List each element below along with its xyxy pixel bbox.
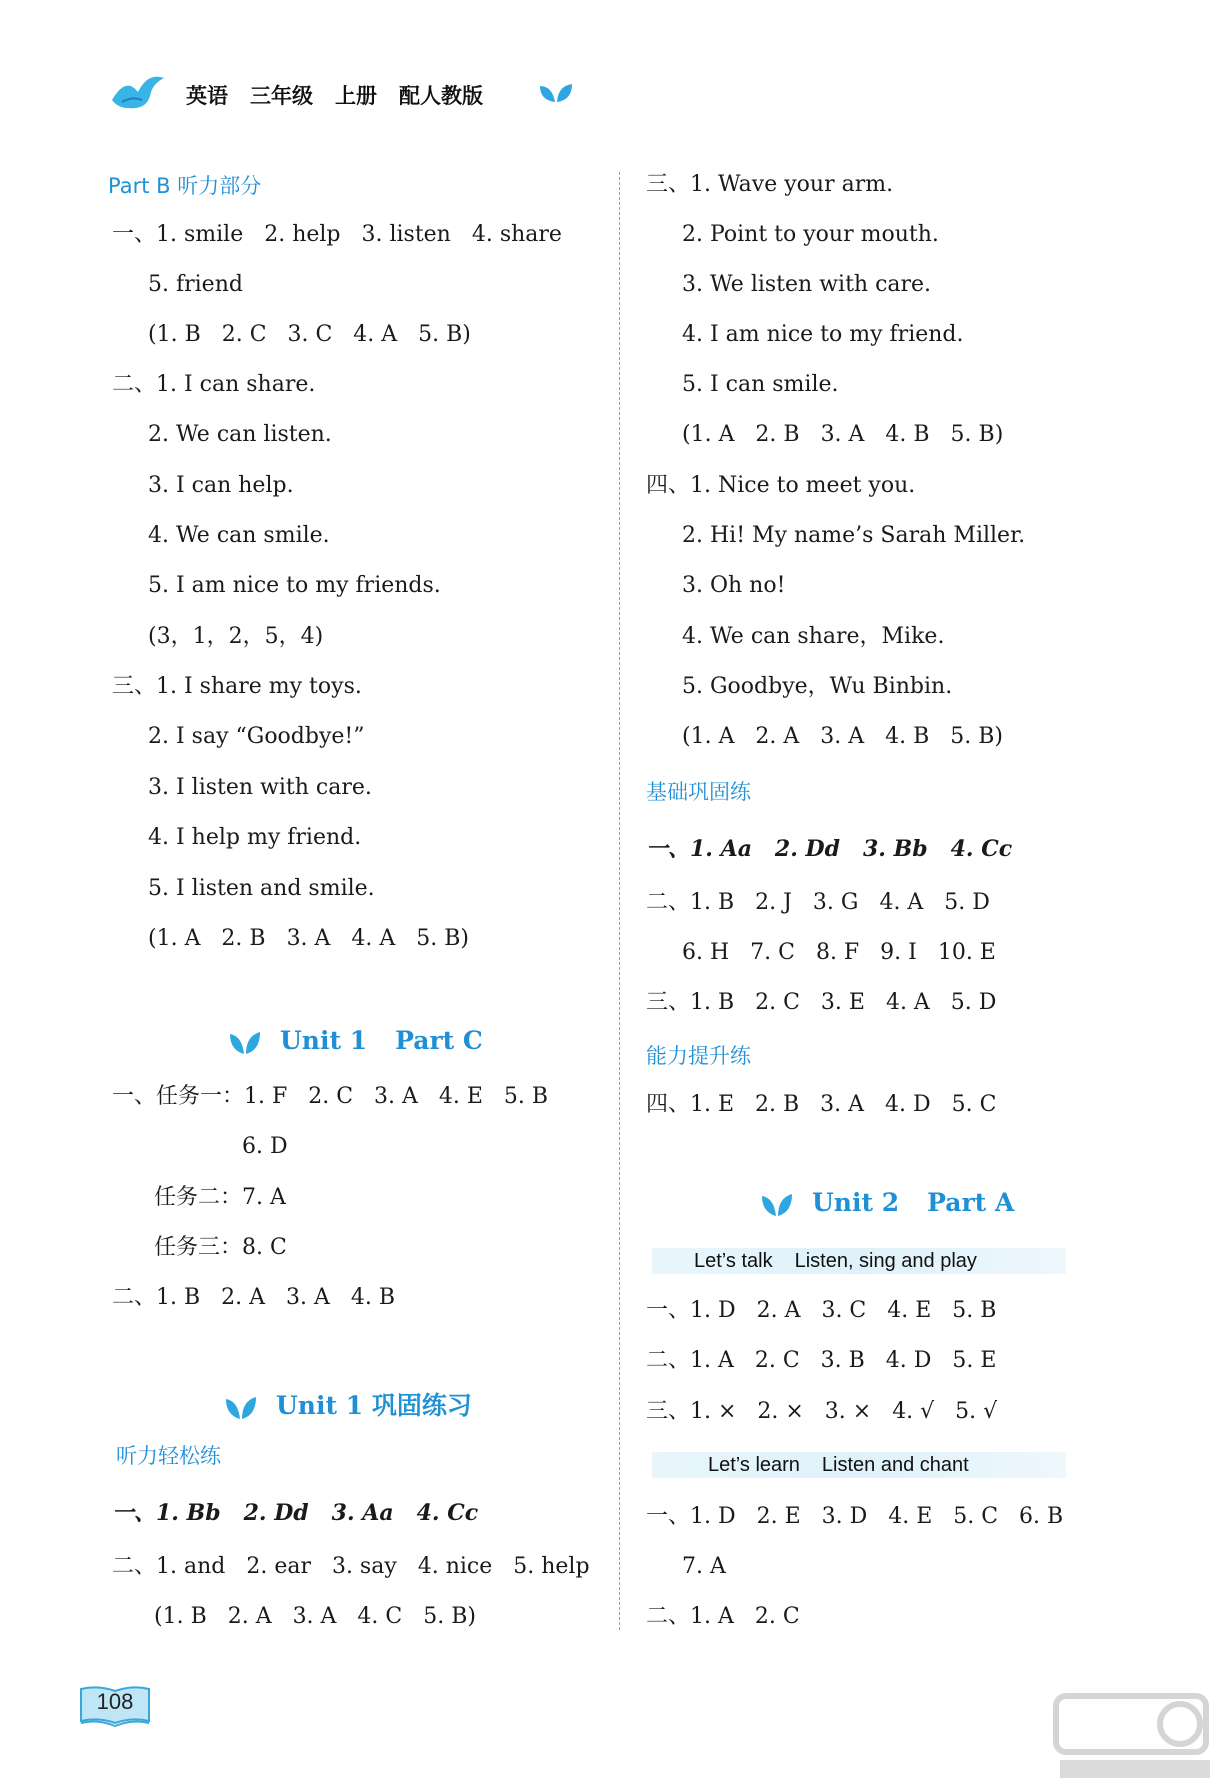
answer-line: 四、1. Nice to meet you. [646,473,916,498]
leaf-icon [224,1395,258,1421]
answer-line: 一、1. smile 2. help 3. listen 4. share [112,222,562,247]
answer-line: 三、1. B 2. C 3. E 4. A 5. D [646,990,997,1015]
unit-label: Unit 1 [280,1026,368,1055]
part-label: Part C [395,1026,483,1055]
answer-line: 一、1. Aa 2. Dd 3. Bb 4. Cc [646,836,1013,862]
band-label: Let’s talk [694,1250,773,1272]
answer-line: (1. A 2. A 3. A 4. B 5. B) [682,724,1003,749]
answer-line: 7. A [682,1554,726,1579]
answer-line: (1. B 2. A 3. A 4. C 5. B) [154,1604,476,1629]
header-title [186,80,505,110]
answer-line: 5. I am nice to my friends. [148,573,441,598]
ability-practice-title: 能力提升练 [646,1044,751,1068]
answer-line: 3. We listen with care. [682,272,932,297]
answer-line: 三、1. Wave your arm. [646,172,894,197]
page-header [108,70,588,140]
leaf-icon [228,1030,262,1056]
answer-line: 3. I can help. [148,473,294,498]
answer-line: 二、1. A 2. C 3. B 4. D 5. E [646,1348,997,1373]
lets-learn-band [652,1452,1066,1478]
part-label: Part A [927,1188,1015,1217]
unit1-review-heading [224,1386,472,1422]
answer-line: (1. B 2. C 3. C 4. A 5. B) [148,322,471,347]
band-label: Let’s learn [708,1454,800,1476]
grade-label: 三年级 [250,84,313,108]
column-divider [619,172,620,1630]
answer-line: 5. I can smile. [682,372,839,397]
answer-line: 3. Oh no! [682,573,786,598]
answer-line: 2. Point to your mouth. [682,222,939,247]
bird-logo-icon [108,70,168,114]
answer-line: (3，1，2，5，4) [148,624,324,649]
answer-line: 2. Hi! My name’s Sarah Miller. [682,523,1026,548]
answer-line: 三、1. I share my toys. [112,674,362,699]
edition-label: 配人教版 [399,84,483,108]
unit-review-title: Unit 1 巩固练习 [276,1391,472,1420]
answer-line: 一、1. D 2. E 3. D 4. E 5. C 6. B [646,1504,1064,1529]
leaf-icon [538,82,574,104]
listen-easy-title: 听力轻松练 [116,1444,221,1468]
band-label: Listen and chant [821,1454,969,1476]
answer-line: 任务三：8. C [154,1235,287,1260]
answer-line: 二、1. B 2. J 3. G 4. A 5. D [646,890,990,915]
answer-line: (1. A 2. B 3. A 4. B 5. B) [682,422,1004,447]
answer-line: 4. I help my friend. [148,825,362,850]
answer-line: 5. Goodbye，Wu Binbin. [682,674,953,699]
answer-line: 四、1. E 2. B 3. A 4. D 5. C [646,1092,997,1117]
lets-talk-band [652,1248,1066,1274]
answer-line: 6. H 7. C 8. F 9. I 10. E [682,940,996,965]
answer-line: 4. We can smile. [148,523,330,548]
answer-line: 4. We can share，Mike. [682,624,945,649]
answer-line: 一、任务一：1. F 2. C 3. A 4. E 5. B [112,1084,549,1109]
unit2-parta-heading [760,1188,1014,1218]
answer-line: 三、1. × 2. × 3. × 4. √ 5. √ [646,1399,998,1424]
answer-line: 2. I say “Goodbye!” [148,724,365,749]
leaf-icon [760,1192,794,1218]
partb-title: Part B 听力部分 [108,174,262,198]
answer-line: 2. We can listen. [148,422,332,447]
answer-line: 6. D [242,1134,288,1159]
answer-line: 二、1. B 2. A 3. A 4. B [112,1285,395,1310]
subject-label: 英语 [186,84,228,108]
answer-line: (1. A 2. B 3. A 4. A 5. B) [148,926,469,951]
answer-line: 5. friend [148,272,243,297]
answer-line: 二、1. I can share. [112,372,316,397]
basic-practice-title: 基础巩固练 [646,780,751,804]
band-label: Listen, sing and play [794,1250,977,1272]
answer-line: 二、1. and 2. ear 3. say 4. nice 5. help [112,1554,590,1579]
answer-line: 二、1. A 2. C [646,1604,800,1629]
answer-line: 3. I listen with care. [148,775,372,800]
answer-line: 5. I listen and smile. [148,876,375,901]
answer-line: 一、1. Bb 2. Dd 3. Aa 4. Cc [112,1500,479,1526]
unit-label: Unit 2 [812,1188,900,1217]
watermark-logo [1050,1688,1220,1788]
answer-line: 任务二：7. A [154,1185,286,1210]
page-number: 108 [96,1689,134,1714]
page-number-box [78,1685,152,1729]
answer-line: 一、1. D 2. A 3. C 4. E 5. B [646,1298,997,1323]
answer-line: 4. I am nice to my friend. [682,322,964,347]
unit1-partc-heading [228,1026,483,1056]
volume-label: 上册 [335,84,377,108]
